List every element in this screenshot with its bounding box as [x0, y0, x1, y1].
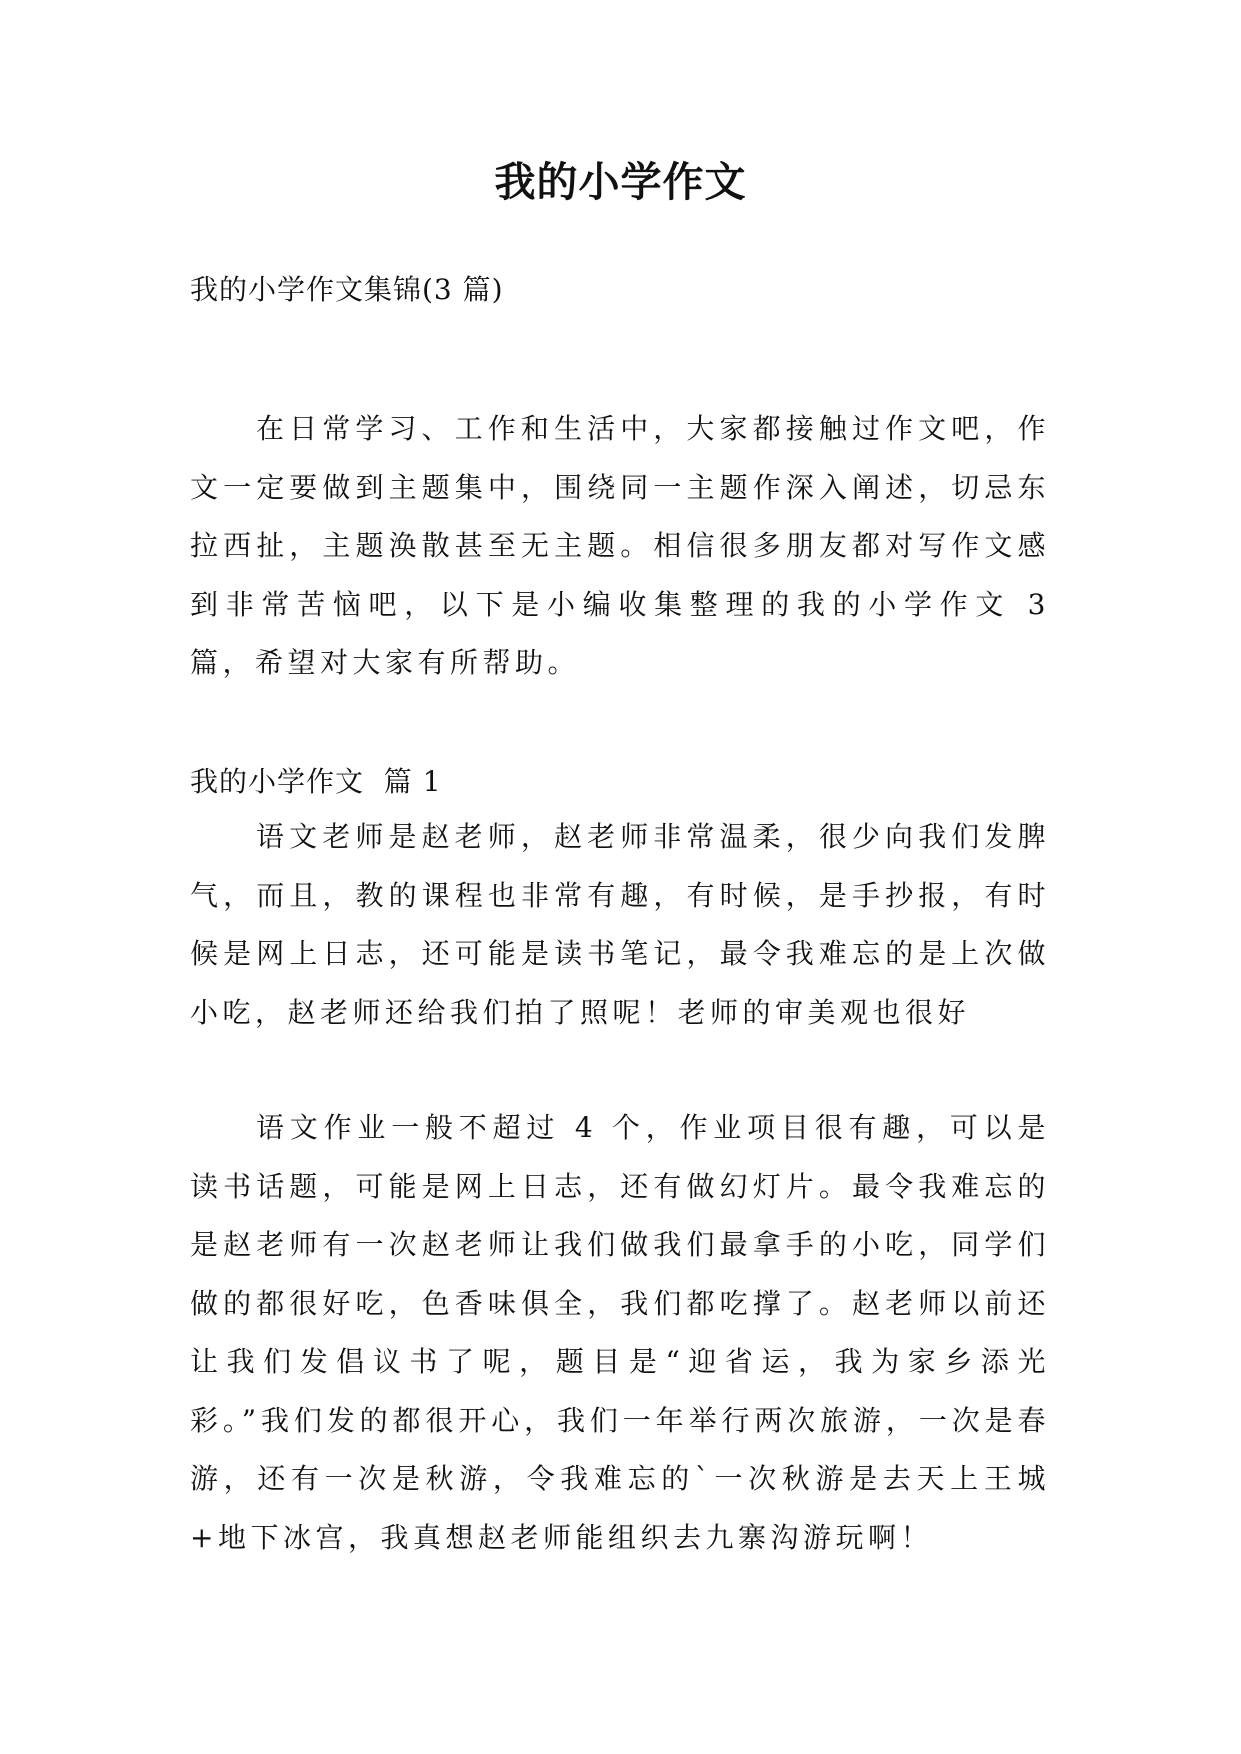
document-title: 我的小学作文	[494, 158, 747, 206]
collection-subtitle: 我的小学作文集锦(3 篇)	[190, 273, 504, 306]
essay-paragraph: 语文作业一般不超过 4 个，作业项目很有趣，可以是读书话题，可能是网上日志，还有做幻灯片。最令我难忘的是赵老师有一次赵老师让我们做我们最拿手的小吃，同学们做的都很好吃，色香味俱全，我们都吃撑了。赵老师以前还让我们发倡议书了呢，题目是“迎省运，我为家乡添光彩。”我们发的都很开心，我们一年举行两次旅游，一次是春游，还有一次是秋游，令我难忘的`一次秋游是去天上王城+地下冰宫，我真想赵老师能组织去九寨沟游玩啊！	[190, 1111, 1050, 1554]
intro-paragraph: 在日常学习、工作和生活中，大家都接触过作文吧，作文一定要做到主题集中，围绕同一主题作深入阐述，切忌东拉西扯，主题涣散甚至无主题。相信很多朋友都对写作文感到非常苦恼吧，以下是小编收集整理的我的小学作文 3 篇，希望对大家有所帮助。	[190, 412, 1050, 679]
essay-paragraph: 语文老师是赵老师，赵老师非常温柔，很少向我们发脾气，而且，教的课程也非常有趣，有时候，是手抄报，有时候是网上日志，还可能是读书笔记，最令我难忘的是上次做小吃，赵老师还给我们拍了照呢！老师的审美观也很好	[190, 820, 1050, 1029]
essay-heading: 我的小学作文 篇 1	[190, 765, 442, 798]
